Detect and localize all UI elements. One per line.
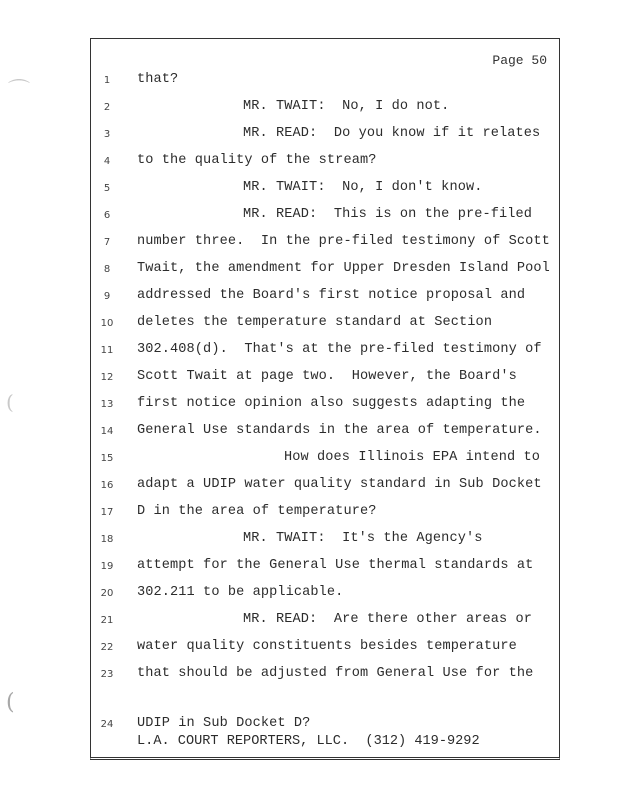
- transcript-line: [0, 342, 618, 362]
- transcript-line: [0, 423, 618, 443]
- transcript-line: [0, 288, 618, 308]
- transcript-line: [0, 450, 618, 470]
- line-number: 11: [100, 345, 114, 356]
- line-text: UDIP in Sub Docket D?: [137, 716, 311, 731]
- line-text: MR. TWAIT: It's the Agency's: [243, 531, 483, 546]
- transcript-line: [0, 558, 618, 578]
- line-number: 18: [100, 534, 114, 545]
- line-text: that?: [137, 72, 179, 87]
- transcript-line: [0, 207, 618, 227]
- line-text: MR. READ: This is on the pre-filed: [243, 207, 533, 222]
- line-text: that should be adjusted from General Use for the: [137, 666, 534, 681]
- transcript-line: [0, 612, 618, 632]
- line-text: water quality constituents besides temperature: [137, 639, 517, 654]
- line-text: Scott Twait at page two. However, the Board's: [137, 369, 517, 384]
- transcript-line: [0, 585, 618, 605]
- line-number: 23: [100, 669, 114, 680]
- transcript-line: [0, 261, 618, 281]
- transcript-line: [0, 126, 618, 146]
- transcript-line: [0, 99, 618, 119]
- line-number: 21: [100, 615, 114, 626]
- line-number: 7: [103, 237, 111, 248]
- line-text: MR. TWAIT: No, I do not.: [243, 99, 450, 114]
- line-text: 302.211 to be applicable.: [137, 585, 344, 600]
- transcript-line: [0, 666, 618, 686]
- line-text: General Use standards in the area of temperature.: [137, 423, 542, 438]
- line-number: 6: [103, 210, 111, 221]
- line-text: attempt for the General Use thermal standards at: [137, 558, 534, 573]
- line-number: 17: [100, 507, 114, 518]
- line-text: D in the area of temperature?: [137, 504, 377, 519]
- transcript-line: [0, 396, 618, 416]
- line-number: 12: [100, 372, 114, 383]
- transcript-line: [0, 477, 618, 497]
- line-text: MR. READ: Do you know if it relates: [243, 126, 541, 141]
- line-number: 3: [103, 129, 111, 140]
- line-text: addressed the Board's first notice proposal and: [137, 288, 526, 303]
- line-text: Twait, the amendment for Upper Dresden Island Pool: [137, 261, 550, 276]
- transcript-line: [0, 504, 618, 524]
- line-number: 10: [100, 318, 114, 329]
- transcript-line: [0, 315, 618, 335]
- line-text: number three. In the pre-filed testimony of Scott: [137, 234, 550, 249]
- transcript-line: [0, 72, 618, 92]
- line-number: 22: [100, 642, 114, 653]
- line-number: 8: [103, 264, 111, 275]
- line-text: How does Illinois EPA intend to: [284, 450, 540, 465]
- line-text: MR. READ: Are there other areas or: [243, 612, 533, 627]
- line-number: 5: [103, 183, 111, 194]
- line-number: 2: [103, 102, 111, 113]
- line-number: 16: [100, 480, 114, 491]
- line-number: 14: [100, 426, 114, 437]
- line-text: to the quality of the stream?: [137, 153, 377, 168]
- line-number: 9: [103, 291, 111, 302]
- transcript-line: [0, 234, 618, 254]
- transcript-line: [0, 180, 618, 200]
- scan-mark-top: ⌒: [8, 79, 31, 104]
- transcript-line: [0, 639, 618, 659]
- line-number: 20: [100, 588, 114, 599]
- line-number: 4: [103, 156, 111, 167]
- line-text: first notice opinion also suggests adapting the: [137, 396, 526, 411]
- line-number: 1: [103, 75, 111, 86]
- scan-mark-bottom: (: [6, 690, 15, 715]
- line-number: 19: [100, 561, 114, 572]
- line-number: 24: [100, 719, 114, 730]
- line-text: adapt a UDIP water quality standard in Sub Docket: [137, 477, 542, 492]
- transcript-line: [0, 716, 618, 736]
- transcript-line: [0, 531, 618, 551]
- transcript-line: [0, 153, 618, 173]
- scan-mark-middle: (: [6, 390, 14, 414]
- transcript-line: [0, 369, 618, 389]
- court-reporter-footer: L.A. COURT REPORTERS, LLC. (312) 419-9292: [137, 734, 480, 749]
- line-text: MR. TWAIT: No, I don't know.: [243, 180, 483, 195]
- line-number: 13: [100, 399, 114, 410]
- line-number: 15: [100, 453, 114, 464]
- page-number: Page 50: [492, 53, 547, 68]
- line-text: deletes the temperature standard at Section: [137, 315, 493, 330]
- line-text: 302.408(d). That's at the pre-filed testimony of: [137, 342, 542, 357]
